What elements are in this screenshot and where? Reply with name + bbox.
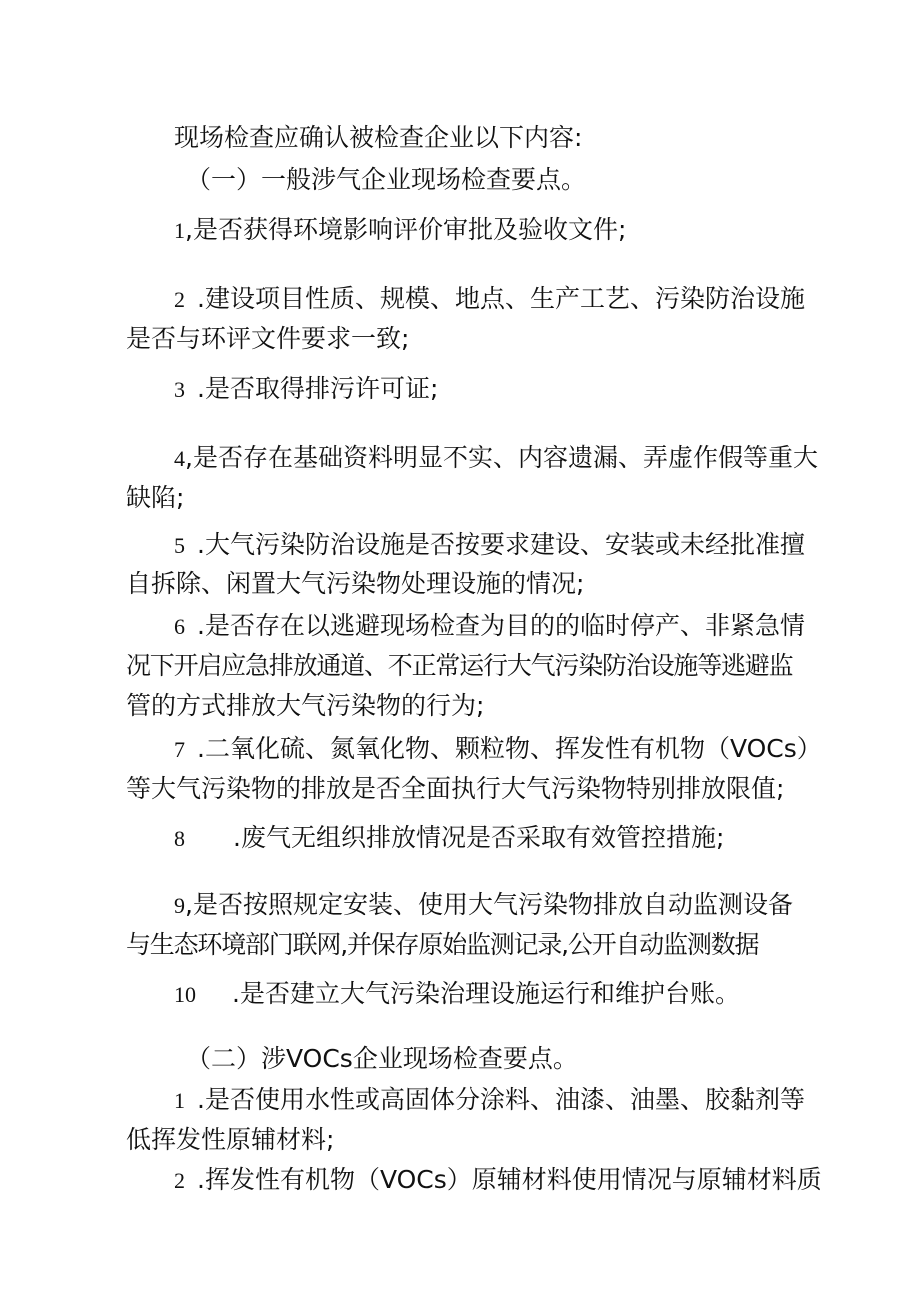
list-item xyxy=(174,1084,805,1117)
item-continuation: 等大气污染物的排放是否全面执行大气污染物特别排放限值; xyxy=(126,774,785,803)
item-number: 7 xyxy=(174,737,185,762)
item-number: 9 xyxy=(174,893,185,918)
list-item xyxy=(174,283,805,316)
item-continuation: 自拆除、闲置大气污染物处理设施的情况; xyxy=(126,569,585,598)
list-item xyxy=(174,373,438,406)
list-item xyxy=(174,978,740,1011)
list-item xyxy=(174,529,805,562)
item-number: 6 xyxy=(174,614,185,639)
list-item xyxy=(174,1164,822,1197)
item-number: 4 xyxy=(174,446,185,471)
item-text: .是否建立大气污染治理设施运行和维护台账。 xyxy=(232,979,740,1008)
list-item xyxy=(174,214,626,247)
item-number: 10 xyxy=(174,982,196,1007)
item-number: 1 xyxy=(174,1088,185,1113)
item-number: 5 xyxy=(174,533,185,558)
item-continuation: 与生态环境部门联网,并保存原始监测记录,公开自动监测数据 xyxy=(126,930,759,959)
item-text: .废气无组织排放情况是否采取有效管控措施; xyxy=(233,823,725,852)
list-item xyxy=(174,610,805,643)
section-1-heading: （一）一般涉气企业现场检查要点。 xyxy=(186,165,587,194)
item-text: ,是否获得环境影响评价审批及验收文件; xyxy=(185,215,627,244)
list-item xyxy=(174,442,818,475)
item-text: .是否取得排污许可证; xyxy=(197,374,439,403)
item-number: 2 xyxy=(174,287,185,312)
list-item xyxy=(174,733,822,766)
item-text: .大气污染防治设施是否按要求建设、安装或未经批准擅 xyxy=(197,530,805,559)
item-text: .建设项目性质、规模、地点、生产工艺、污染防治设施 xyxy=(197,284,805,313)
item-number: 1 xyxy=(174,218,185,243)
item-continuation: 况下开启应急排放通道、不正常运行大气污染防治设施等逃避监 xyxy=(126,651,793,680)
item-continuation: 缺陷; xyxy=(126,483,185,512)
item-text: ,是否按照规定安装、使用大气污染物排放自动监测设备 xyxy=(185,890,793,919)
item-continuation: 是否与环评文件要求一致; xyxy=(126,324,410,353)
item-text: ,是否存在基础资料明显不实、内容遗漏、弄虚作假等重大 xyxy=(185,443,818,472)
item-number: 8 xyxy=(174,826,185,851)
intro-text: 现场检查应确认被检查企业以下内容: xyxy=(174,123,583,152)
item-text: .二氧化硫、氮氧化物、颗粒物、挥发性有机物（VOCs） xyxy=(197,734,822,763)
item-text: .是否使用水性或高固体分涂料、油漆、油墨、胶黏剂等 xyxy=(197,1085,805,1114)
item-number: 3 xyxy=(174,377,185,402)
item-text: .是否存在以逃避现场检查为目的的临时停产、非紧急情 xyxy=(197,611,805,640)
list-item xyxy=(174,889,793,922)
item-continuation: 低挥发性原辅材料; xyxy=(126,1125,335,1154)
item-number: 2 xyxy=(174,1168,185,1193)
section-2-heading: （二）涉VOCs企业现场检查要点。 xyxy=(186,1044,578,1073)
item-text: .挥发性有机物（VOCs）原辅材料使用情况与原辅材料质 xyxy=(197,1165,822,1194)
list-item xyxy=(174,822,724,855)
item-continuation: 管的方式排放大气污染物的行为; xyxy=(126,691,485,720)
